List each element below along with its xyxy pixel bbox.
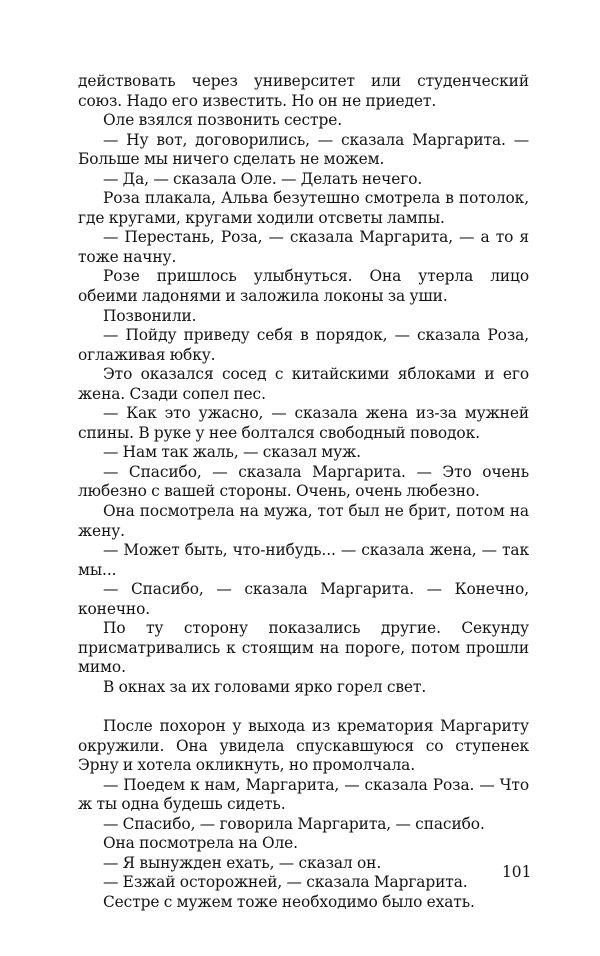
paragraph: Оле взялся позвонить сестре. xyxy=(103,111,343,130)
paragraph: действовать через университет или студенческий союз. Надо его известить. Но он не приедет. xyxy=(78,72,529,110)
paragraph: — Как это ужасно, — сказала жена из-за мужней спины. В руке у нее болтался свободный поводок. xyxy=(78,404,529,442)
paragraph: — Спасибо, — говорила Маргарита, — спасибо. xyxy=(103,814,485,833)
paragraph: — Да, — сказала Оле. — Делать нечего. xyxy=(103,169,423,188)
paragraph: Это оказался сосед с китайскими яблоками и его жена. Сзади сопел пес. xyxy=(78,365,529,403)
section-break xyxy=(78,698,529,718)
paragraph: — Езжай осторожней, — сказала Маргарита. xyxy=(103,873,468,892)
paragraph: — Может быть, что-нибудь... — сказала жена, — так мы... xyxy=(78,541,529,579)
page-number: 101 xyxy=(502,863,532,881)
paragraph: — Ну вот, договорились, — сказала Маргарита. — Больше мы ничего сделать не можем. xyxy=(78,130,529,169)
paragraph: Роза плакала, Альва безутешно смотрела в потолок, где кругами, кругами ходили отсветы лампы. xyxy=(78,189,529,227)
paragraph: — Я вынужден ехать, — сказал он. xyxy=(103,853,382,872)
paragraph: — Пойду приведу себя в порядок, — сказала Роза, оглаживая юбку. xyxy=(78,326,529,364)
paragraph: Позвонили. xyxy=(103,306,197,325)
paragraph: — Перестань, Роза, — сказала Маргарита, — а то я тоже начну. xyxy=(78,228,529,266)
paragraph: — Спасибо, — сказала Маргарита. — Конечно, конечно. xyxy=(78,580,529,618)
paragraph: Сестре с мужем тоже необходимо было ехать. xyxy=(103,892,475,911)
paragraph: — Нам так жаль, — сказал муж. xyxy=(103,443,361,462)
paragraph: — Спасибо, — сказала Маргарита. — Это очень любезно с вашей стороны. Очень, очень любезно. xyxy=(78,462,529,501)
paragraph: После похорон у выхода из крематория Маргариту окружили. Она увидела спускавшуюся со ступенек Эрну и хотела окликнуть, но промолчала. xyxy=(78,717,529,775)
paragraph: По ту сторону показались другие. Секунду присматривались к стоящим на пороге, потом прошли мимо. xyxy=(78,619,529,677)
paragraph: Она посмотрела на мужа, тот был не брит, потом на жену. xyxy=(78,502,529,540)
book-page-text xyxy=(78,72,532,912)
paragraph: Розе пришлось улыбнуться. Она утерла лицо обеими ладонями и заложила локоны за уши. xyxy=(78,267,529,306)
paragraph: — Поедем к нам, Маргарита, — сказала Роза. — Что ж ты одна будешь сидеть. xyxy=(78,775,529,814)
paragraph: Она посмотрела на Оле. xyxy=(103,834,298,853)
paragraph: В окнах за их головами ярко горел свет. xyxy=(103,677,427,696)
